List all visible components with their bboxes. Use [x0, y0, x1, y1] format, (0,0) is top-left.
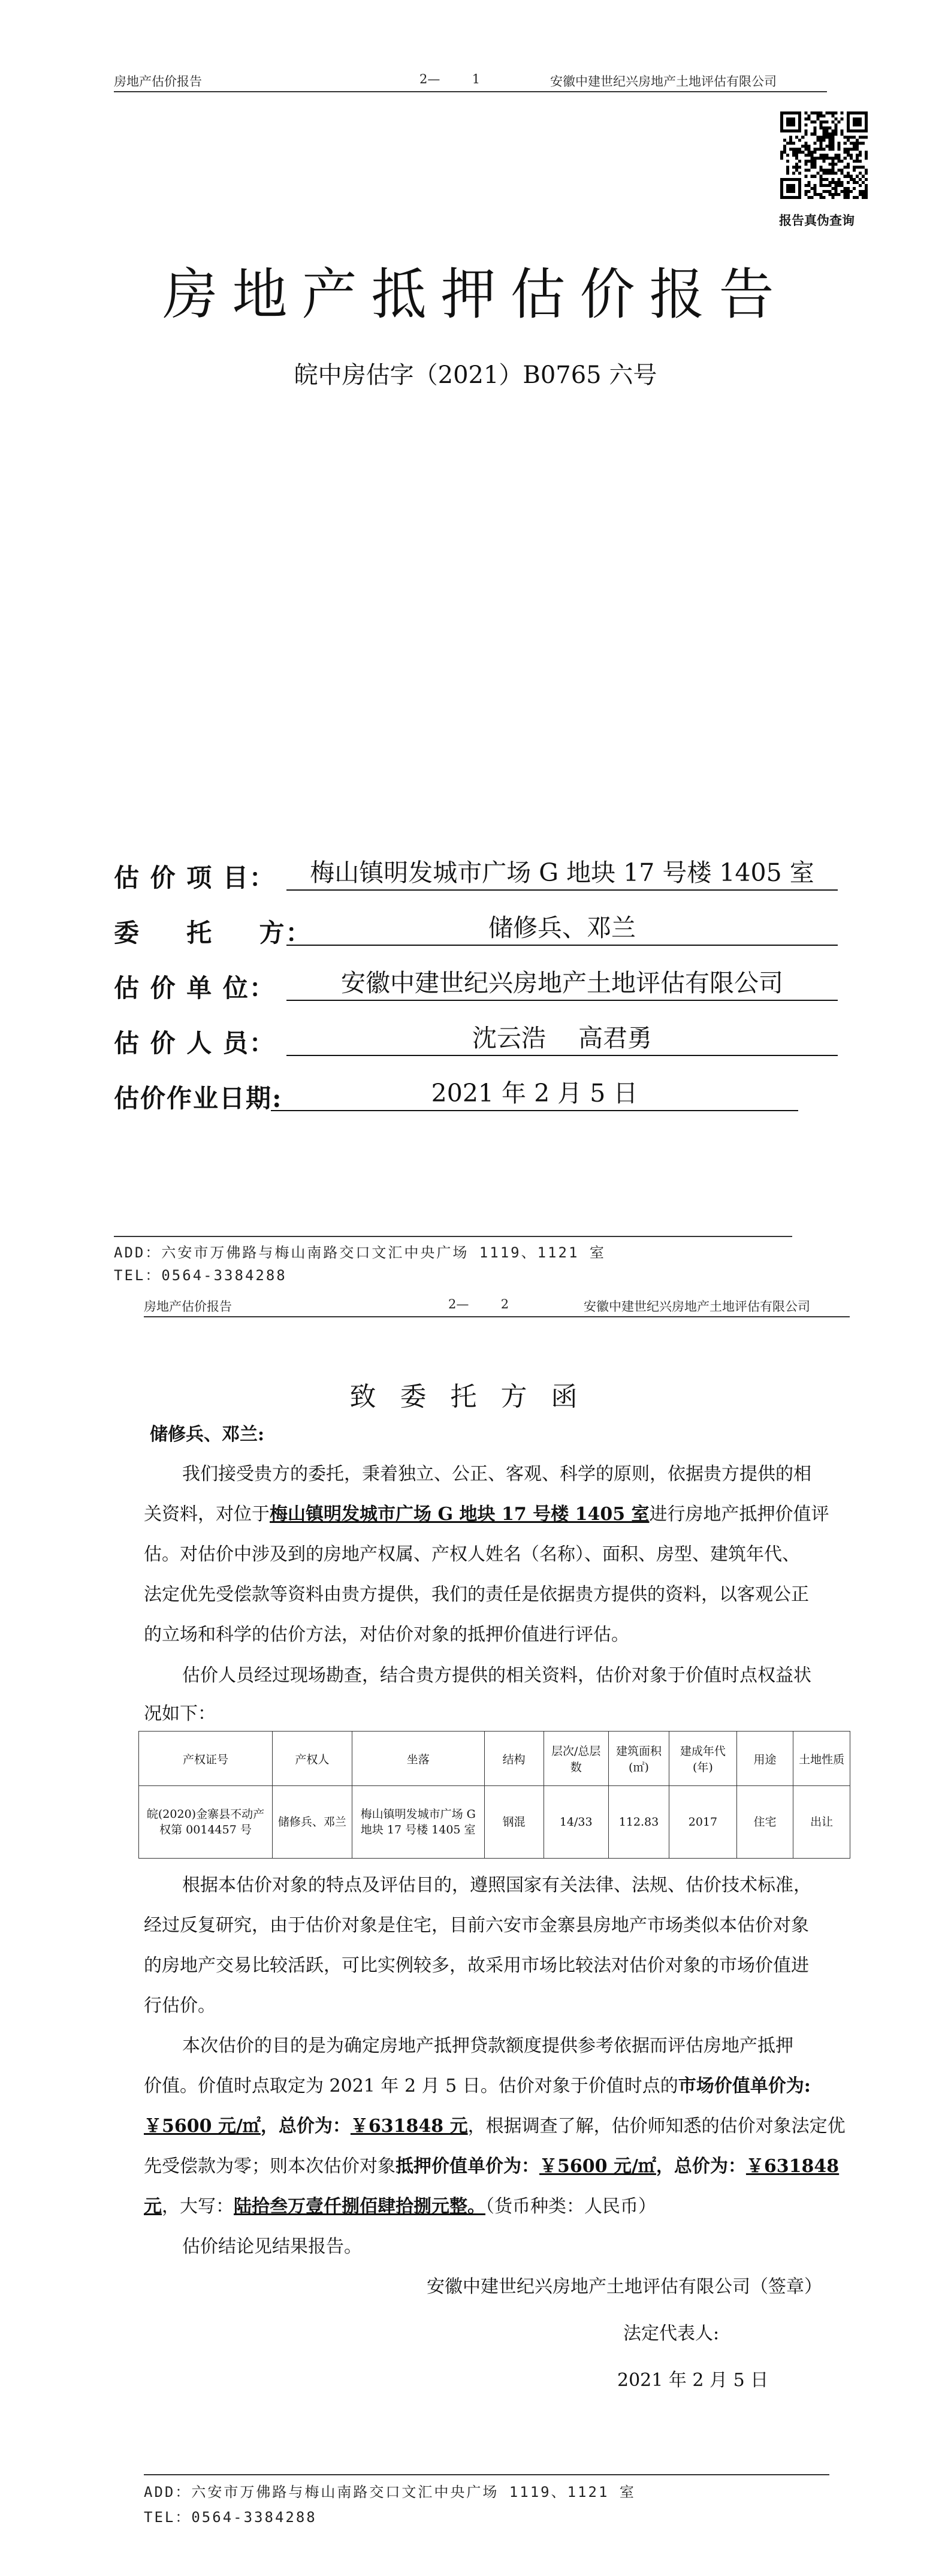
field-label-appraisers: 估 价 人 员： — [114, 1028, 276, 1058]
page2-footer-rule — [144, 2474, 829, 2475]
table-header-cell: 结构 — [484, 1732, 544, 1786]
para1-line3: 估。对估价中涉及到的房地产权属、产权人姓名（名称）、面积、房型、建筑年代、 — [144, 1544, 800, 1565]
table-header-row — [139, 1732, 850, 1786]
table-cell: 钢混 — [484, 1786, 544, 1859]
table-header-cell: 坐落 — [352, 1732, 484, 1786]
page2-header-right: 安徽中建世纪兴房地产土地评估有限公司 — [584, 1299, 810, 1314]
para2-line2: 况如下： — [144, 1703, 216, 1724]
para1-line2: 关资料，对位于梅山镇明发城市广场 G 地块 17 号楼 1405 室进行房地产抵押价值评 — [144, 1504, 829, 1525]
page2-footer-address: ADD：六安市万佛路与梅山南路交口文汇中央广场 1119、1121 室 — [144, 2484, 636, 2500]
para1-line4: 法定优先受偿款等资料由贵方提供，我们的责任是依据贵方提供的资料，以客观公正 — [144, 1584, 809, 1605]
page1-footer-address: ADD：六安市万佛路与梅山南路交口文汇中央广场 1119、1121 室 — [114, 1244, 606, 1261]
letter-salutation: 储修兵、邓兰: — [150, 1424, 265, 1445]
qr-code-icon[interactable] — [780, 111, 868, 199]
table-cell: 住宅 — [736, 1786, 793, 1859]
signature-company: 安徽中建世纪兴房地产土地评估有限公司（签章） — [427, 2276, 822, 2297]
field-label-appraiser-company: 估 价 单 位： — [114, 973, 276, 1003]
signature-date: 2021 年 2 月 5 日 — [617, 2370, 769, 2391]
property-address: 梅山镇明发城市广场 G 地块 17 号楼 1405 室 — [270, 1504, 650, 1525]
para2-line1: 估价人员经过现场勘查，结合贵方提供的相关资料，估价对象于价值时点权益状 — [182, 1665, 811, 1686]
para4-line2: 价值。价值时点取定为 2021 年 2 月 5 日。估价对象于价值时点的市场价值单价为: — [144, 2076, 811, 2097]
market-unit-price: ￥5600 元/㎡ — [144, 2116, 261, 2137]
mortgage-unit-price: ￥5600 元/㎡ — [539, 2156, 656, 2177]
table-header-cell: 层次/总层数 — [544, 1732, 608, 1786]
table-header-cell: 建成年代(年) — [669, 1732, 737, 1786]
table-cell: 出让 — [793, 1786, 850, 1859]
para1-line1: 我们接受贵方的委托，秉着独立、公正、客观、科学的原则，依据贵方提供的相 — [182, 1464, 811, 1485]
field-value-client: 储修兵、邓兰 — [286, 911, 838, 946]
table-cell: 皖(2020)金寨县不动产权第 0014457 号 — [139, 1786, 273, 1859]
table-header-cell: 建筑面积(㎡) — [608, 1732, 669, 1786]
para3-line2: 经过反复研究，由于估价对象是住宅，目前六安市金寨县房地产市场类似本估价对象 — [144, 1915, 809, 1936]
field-value-appraiser-company: 安徽中建世纪兴房地产土地评估有限公司 — [286, 966, 838, 1001]
table-cell: 储修兵、邓兰 — [272, 1786, 352, 1859]
para4-line5: 元，大写：陆拾叁万壹仟捌佰肆拾捌元整。（货币种类：人民币） — [144, 2196, 656, 2217]
page1-footer-rule — [114, 1236, 792, 1237]
para4-line4: 先受偿款为零；则本次估价对象抵押价值单价为：￥5600 元/㎡，总价为：￥631848 — [144, 2156, 840, 2177]
document-number: 皖中房估字（2021）B0765 六号 — [294, 361, 657, 389]
table-header-cell: 土地性质 — [793, 1732, 850, 1786]
para1-line5: 的立场和科学的估价方法，对估价对象的抵押价值进行评估。 — [144, 1624, 629, 1645]
field-label-client: 委 托 方： — [114, 918, 312, 948]
mortgage-total-price: ￥631848 — [745, 2156, 840, 2177]
page1-header-rule — [114, 91, 827, 92]
market-total-price: ￥631848 元 — [350, 2116, 468, 2137]
para4-line3: ￥5600 元/㎡，总价为：￥631848 元，根据调查了解，估价师知悉的估价对象法定优 — [144, 2116, 846, 2137]
field-value-work-date: 2021 年 2 月 5 日 — [271, 1076, 798, 1111]
amount-in-words: 陆拾叁万壹仟捌佰肆拾捌元整。 — [234, 2196, 485, 2217]
para3-line1: 根据本估价对象的特点及评估目的，遵照国家有关法律、法规、估价技术标准， — [182, 1875, 811, 1896]
para3-line3: 的房地产交易比较活跃，可比实例较多，故采用市场比较法对估价对象的市场价值进 — [144, 1955, 809, 1976]
table-cell: 112.83 — [608, 1786, 669, 1859]
para3-line4: 行估价。 — [144, 1995, 216, 2016]
page2-header-page-number: 2— 2 — [448, 1297, 509, 1311]
page2-footer-tel: TEL：0564-3384288 — [144, 2509, 317, 2526]
page2-header-left: 房地产估价报告 — [144, 1299, 232, 1314]
table-header-cell: 产权证号 — [139, 1732, 273, 1786]
table-cell: 梅山镇明发城市广场 G 地块 17 号楼 1405 室 — [352, 1786, 484, 1859]
letter-title: 致委托方函 — [349, 1381, 602, 1412]
table-cell: 14/33 — [544, 1786, 608, 1859]
property-table — [138, 1731, 850, 1859]
report-title: 房地产抵押估价报告 — [162, 263, 789, 327]
table-header-cell: 产权人 — [272, 1732, 352, 1786]
field-value-project: 梅山镇明发城市广场 G 地块 17 号楼 1405 室 — [286, 856, 838, 891]
page2-header-rule — [144, 1316, 850, 1317]
page1-header-right: 安徽中建世纪兴房地产土地评估有限公司 — [550, 74, 777, 89]
qr-caption: 报告真伪查询 — [779, 213, 855, 228]
table-header-cell: 用途 — [736, 1732, 793, 1786]
field-label-work-date: 估价作业日期: — [114, 1084, 283, 1113]
page1-header-left: 房地产估价报告 — [114, 74, 202, 89]
para5: 估价结论见结果报告。 — [182, 2236, 362, 2257]
page1-header-page-number: 2— 1 — [419, 72, 481, 86]
table-cell: 2017 — [669, 1786, 737, 1859]
field-label-project: 估 价 项 目： — [114, 863, 276, 892]
para4-line1: 本次估价的目的是为确定房地产抵押贷款额度提供参考依据而评估房地产抵押 — [182, 2035, 793, 2056]
field-value-appraisers: 沈云浩 高君勇 — [286, 1021, 838, 1056]
table-row — [139, 1786, 850, 1859]
page1-footer-tel: TEL：0564-3384288 — [114, 1267, 287, 1284]
signature-legal-rep: 法定代表人: — [623, 2323, 720, 2344]
